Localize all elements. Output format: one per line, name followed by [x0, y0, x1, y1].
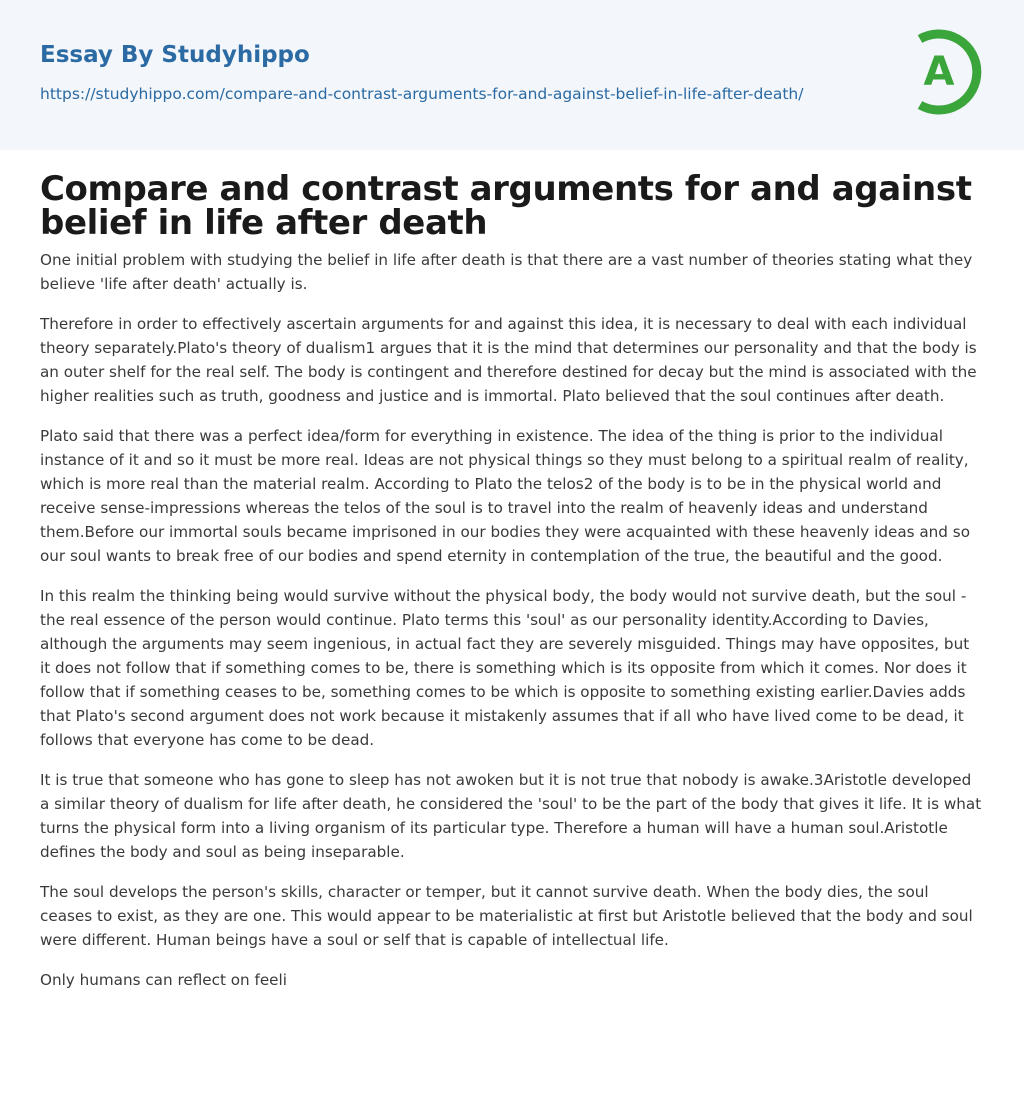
studyhippo-logo-icon[interactable] [906, 27, 990, 117]
logo-letter: A [923, 49, 955, 95]
article-paragraph: It is true that someone who has gone to sleep has not awoken but it is not true that nobody is awake.3Aristotle developed a similar theory of dualism for life after death, he considered the 'soul' to be the part of the body that gives it life. It is what turns the physical form into a living organism of its particular type. Therefore a human will have a human soul.Aristotle defines the body and soul as being inseparable. [40, 771, 982, 861]
brand-title[interactable]: Essay By Studyhippo [40, 42, 310, 68]
source-url-link[interactable]: https://studyhippo.com/compare-and-contrast-arguments-for-and-against-belief-in-life-after-death/ [40, 85, 804, 103]
article-paragraph: One initial problem with studying the belief in life after death is that there are a vast number of theories stating what they believe 'life after death' actually is. [40, 251, 973, 293]
article-title: Compare and contrast arguments for and against belief in life after death [40, 169, 972, 243]
article-paragraph: The soul develops the person's skills, character or temper, but it cannot survive death. When the body dies, the soul ceases to exist, as they are one. This would appear to be materialistic at first but Aristotle believed that the body and soul were different. Human beings have a soul or self that is capable of intellectual life. [40, 883, 973, 949]
article [0, 169, 1024, 992]
site-header [0, 0, 1024, 150]
article-paragraph: Therefore in order to effectively ascertain arguments for and against this idea, it is necessary to deal with each individual theory separately.Plato's theory of dualism1 argues that it is the mind that determines our personality and that the body is an outer shelf for the real self. The body is contingent and therefore destined for decay but the mind is associated with the higher realities such as truth, goodness and justice and is immortal. Plato believed that the soul continues after death. [40, 315, 977, 405]
article-paragraph: In this realm the thinking being would survive without the physical body, the body would not survive death, but the soul - the real essence of the person would continue. Plato terms this 'soul' as our personality identity.According to Davies, although the arguments may seem ingenious, in actual fact they are severely misguided. Things may have opposites, but it does not follow that if something comes to be, there is something which is its opposite from which it comes. Nor does it follow that if something ceases to be, something comes to be which is opposite to something existing earlier.Davies adds that Plato's second argument does not work because it mistakenly assumes that if all who have lived come to be dead, it follows that everyone has come to be dead. [40, 587, 970, 749]
article-paragraph: Only humans can reflect on feeli [40, 971, 287, 989]
article-paragraph: Plato said that there was a perfect idea/form for everything in existence. The idea of the thing is prior to the individual instance of it and so it must be more real. Ideas are not physical things so they must belong to a spiritual realm of reality, which is more real than the material realm. According to Plato the telos2 of the body is to be in the physical world and receive sense-impressions whereas the telos of the soul is to travel into the realm of heavenly ideas and understand them.Before our immortal souls became imprisoned in our bodies they were acquainted with these heavenly ideas and so our soul wants to break free of our bodies and spend eternity in contemplation of the true, the beautiful and the good. [40, 427, 970, 565]
